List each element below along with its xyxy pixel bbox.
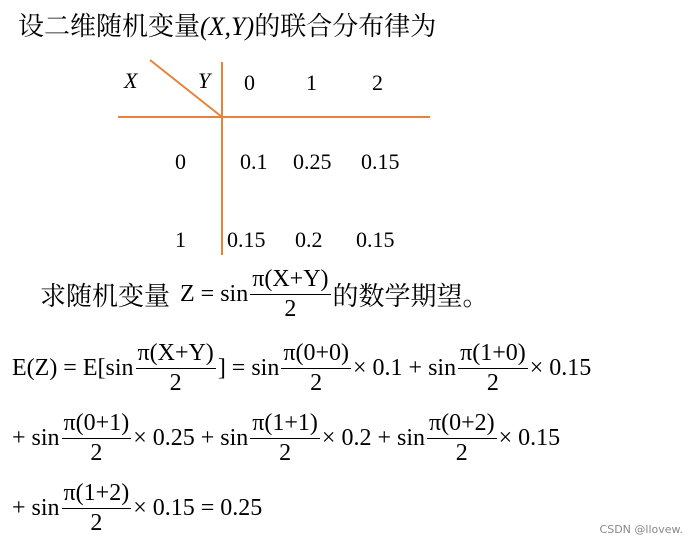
intro-text: 设二维随机变量 [18, 12, 201, 42]
fraction-numerator: π(0+2) [428, 410, 495, 436]
fraction-denominator: 2 [427, 438, 497, 467]
row-header: 1 [175, 227, 186, 252]
distribution-table [0, 0, 693, 260]
fraction-numerator: π(X+Y) [252, 266, 329, 292]
column-variable-label: Y [198, 68, 211, 93]
fraction-denominator: 2 [250, 438, 320, 467]
fraction-numerator: π(1+1) [252, 410, 318, 436]
fraction [281, 340, 351, 397]
variable-pair: (X,Y) [200, 12, 255, 41]
math-term: + sin [12, 425, 60, 451]
math-term: × 0.15 [529, 355, 592, 381]
math-term: × 0.2 + sin [321, 425, 425, 451]
z-definition: Z = sin [180, 281, 249, 307]
fraction-numerator: π(0+0) [283, 340, 349, 366]
question-suffix: 的数学期望。 [332, 282, 489, 312]
fraction-numerator: π(0+1) [63, 410, 130, 436]
fraction [62, 410, 132, 467]
question-fraction [250, 266, 330, 323]
table-cell: 0.1 [240, 149, 268, 174]
table-cell: 0.2 [295, 227, 323, 252]
final-result: × 0.15 = 0.25 [133, 495, 263, 521]
math-term: × 0.25 + sin [133, 425, 249, 451]
fraction-denominator: 2 [250, 294, 330, 323]
math-term: × 0.15 [498, 425, 561, 451]
table-corner-diagonal [150, 60, 222, 117]
fraction-numerator: π(1+2) [63, 480, 130, 506]
table-lines [0, 0, 693, 260]
math-term: + sin [12, 495, 60, 521]
fraction-denominator: 2 [136, 368, 216, 397]
column-header: 0 [244, 70, 255, 95]
column-header: 2 [372, 70, 383, 95]
fraction-denominator: 2 [62, 508, 132, 537]
table-cell: 0.25 [293, 149, 332, 174]
fraction [458, 340, 528, 397]
fraction [427, 410, 497, 467]
fraction-denominator: 2 [281, 368, 351, 397]
solution-line-1 [12, 340, 591, 397]
math-term: ] = sin [217, 355, 280, 381]
column-header: 1 [306, 70, 317, 95]
row-variable-label: X [124, 68, 138, 93]
fraction-denominator: 2 [62, 438, 132, 467]
intro-suffix: 的联合分布律为 [254, 12, 437, 42]
solution-line-3 [12, 480, 262, 537]
math-term: × 0.1 + sin [353, 355, 457, 381]
question-line [40, 266, 489, 323]
solution-line-2 [12, 410, 560, 467]
fraction-numerator: π(1+0) [460, 340, 526, 366]
table-cell: 0.15 [361, 149, 400, 174]
table-cell: 0.15 [227, 227, 266, 252]
fraction [250, 410, 320, 467]
question-prefix: 求随机变量 [40, 282, 171, 312]
fraction-denominator: 2 [458, 368, 528, 397]
row-header: 0 [175, 149, 186, 174]
fraction-numerator: π(X+Y) [137, 340, 214, 366]
watermark: CSDN @llovew. [599, 523, 683, 536]
expectation-lhs: E(Z) = E[sin [12, 355, 134, 381]
fraction [62, 480, 132, 537]
table-cell: 0.15 [356, 227, 395, 252]
fraction [136, 340, 216, 397]
